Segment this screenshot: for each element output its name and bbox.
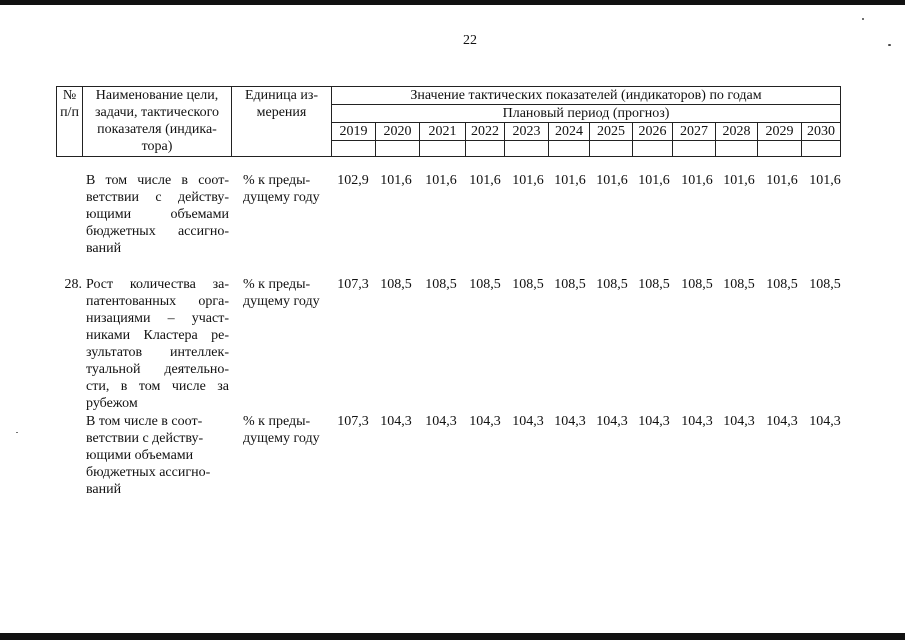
header-year: 2024 (549, 123, 590, 141)
header-spacer (466, 141, 505, 157)
row-value: 108,5 (681, 277, 713, 292)
header-spacer (590, 141, 633, 157)
row-value: 104,3 (512, 414, 544, 429)
row-value: 108,5 (380, 277, 412, 292)
row-value: 101,6 (596, 173, 628, 188)
indicator-table-header (56, 86, 841, 157)
row-value: 101,6 (469, 173, 501, 188)
header-year: 2022 (466, 123, 505, 141)
row-value: 108,5 (512, 277, 544, 292)
row-name: В том числе в соот-ветствии с действу-ющими объемами бюджетных ассигно-ваний (86, 414, 211, 497)
row-value: 104,3 (723, 414, 755, 429)
header-plan-period: Плановый период (прогноз) (332, 105, 841, 123)
header-spacer (332, 141, 376, 157)
row-value: 101,6 (380, 173, 412, 188)
header-spacer (716, 141, 758, 157)
row-value: 107,3 (337, 277, 369, 292)
row-value: 104,3 (809, 414, 841, 429)
header-spacer (673, 141, 716, 157)
header-year: 2030 (802, 123, 841, 141)
scan-speck (862, 18, 864, 20)
header-year: 2023 (505, 123, 549, 141)
row-value: 101,6 (723, 173, 755, 188)
header-year: 2027 (673, 123, 716, 141)
row-value: 108,5 (596, 277, 628, 292)
row-name: Рост количества за-патентованных орга-низациями – участ-никами Кластера ре-зультатов интеллек-туальной деятельно-сти, в том числе за рубежом (86, 277, 229, 411)
scan-speck (16, 432, 18, 433)
header-year: 2026 (633, 123, 673, 141)
row-value: 101,6 (809, 173, 841, 188)
row-value: 101,6 (766, 173, 798, 188)
header-spacer (802, 141, 841, 157)
header-name: Наименование цели, задачи, тактического показателя (индика-тора) (83, 87, 232, 157)
header-num: № п/п (57, 87, 83, 157)
header-spacer (758, 141, 802, 157)
header-spacer (633, 141, 673, 157)
header-year: 2021 (420, 123, 466, 141)
row-value: 108,5 (425, 277, 457, 292)
row-value: 104,3 (554, 414, 586, 429)
header-year: 2025 (590, 123, 633, 141)
row-value: 104,3 (425, 414, 457, 429)
row-value: 101,6 (554, 173, 586, 188)
scan-border-bottom (0, 633, 905, 640)
row-value: 104,3 (380, 414, 412, 429)
row-value: 107,3 (337, 414, 369, 429)
row-value: 108,5 (638, 277, 670, 292)
header-year: 2020 (376, 123, 420, 141)
row-value: 108,5 (554, 277, 586, 292)
header-spacer (420, 141, 466, 157)
row-value: 104,3 (469, 414, 501, 429)
header-year: 2028 (716, 123, 758, 141)
row-name: В том числе в соот-ветствии с действу-ющими объемами бюджетных ассигно-ваний (86, 173, 229, 256)
row-unit: % к преды-дущему году (243, 414, 320, 446)
header-year: 2029 (758, 123, 802, 141)
header-spacer (376, 141, 420, 157)
scan-border-top (0, 0, 905, 5)
row-value: 101,6 (681, 173, 713, 188)
row-value: 104,3 (766, 414, 798, 429)
header-year: 2019 (332, 123, 376, 141)
row-value: 108,5 (809, 277, 841, 292)
row-value: 104,3 (681, 414, 713, 429)
row-value: 101,6 (512, 173, 544, 188)
row-value: 108,5 (723, 277, 755, 292)
header-unit: Единица из-мерения (232, 87, 332, 157)
row-unit: % к преды-дущему году (243, 173, 320, 205)
row-value: 108,5 (469, 277, 501, 292)
header-spacer (505, 141, 549, 157)
row-value: 101,6 (425, 173, 457, 188)
row-value: 104,3 (596, 414, 628, 429)
row-value: 108,5 (766, 277, 798, 292)
row-value: 102,9 (337, 173, 369, 188)
page-number: 22 (463, 33, 477, 48)
row-value: 104,3 (638, 414, 670, 429)
row-unit: % к преды-дущему году (243, 277, 320, 309)
header-spacer (549, 141, 590, 157)
row-value: 101,6 (638, 173, 670, 188)
row-number: 28. (64, 277, 82, 292)
header-values-group: Значение тактических показателей (индикаторов) по годам (332, 87, 841, 105)
